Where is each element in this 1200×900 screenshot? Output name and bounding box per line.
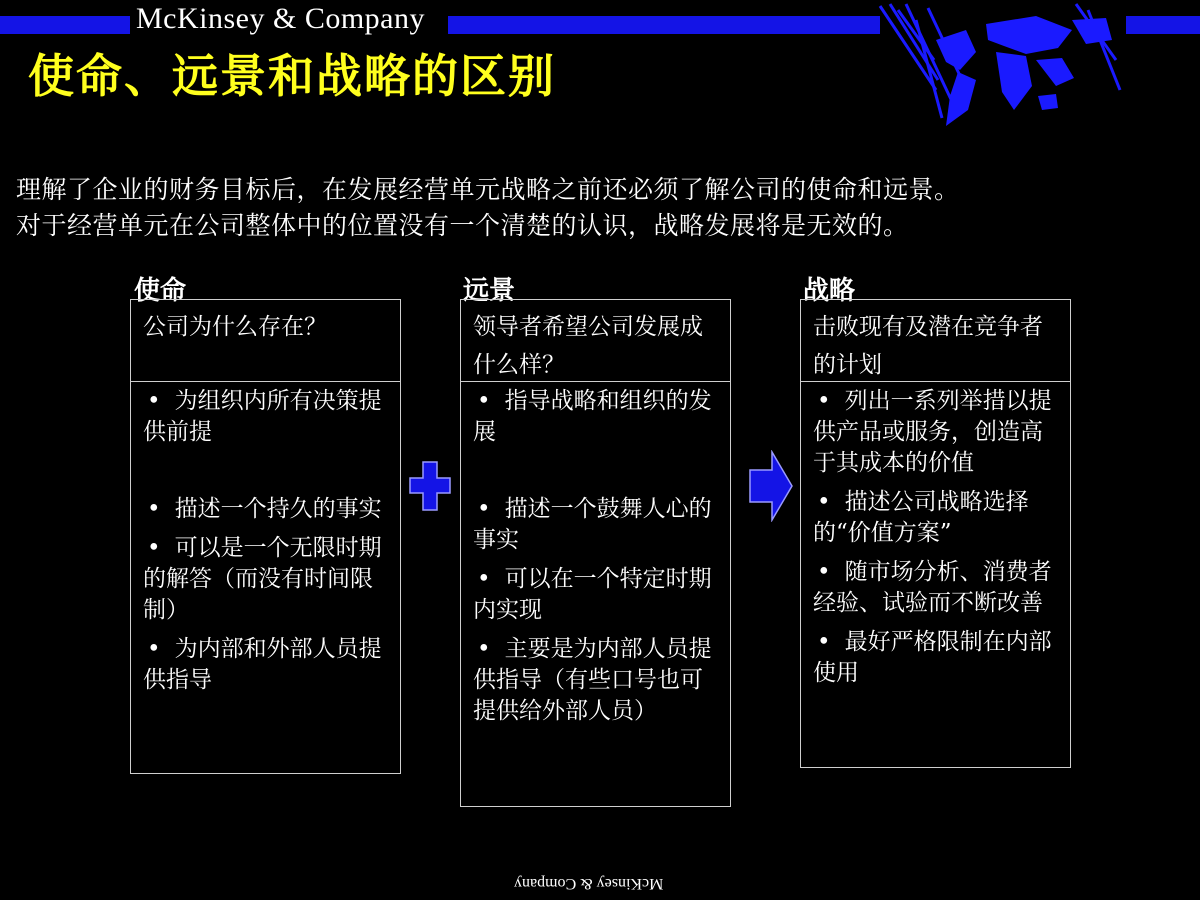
vision-heading: 远景 bbox=[463, 276, 516, 306]
arrow-right-icon bbox=[748, 450, 794, 522]
strategy-box bbox=[800, 299, 1071, 768]
strategy-bullet: • 随市场分析、消费者经验、试验而不断改善 bbox=[813, 557, 1058, 619]
mission-bullets bbox=[131, 382, 400, 696]
strategy-question: 击败现有及潜在竞争者的计划 bbox=[801, 300, 1070, 382]
intro-line-2: 对于经营单元在公司整体中的位置没有一个清楚的认识，战略发展将是无效的。 bbox=[16, 211, 909, 240]
mission-bullet: • 描述一个持久的事实 bbox=[143, 494, 388, 525]
mission-question: 公司为什么存在？ bbox=[131, 300, 400, 382]
intro-line-1: 理解了企业的财务目标后，在发展经营单元战略之前还必须了解公司的使命和远景。 bbox=[16, 175, 960, 204]
header-bar-left bbox=[0, 16, 130, 34]
mission-bullet: • 为内部和外部人员提供指导 bbox=[143, 634, 388, 696]
strategy-bullet: • 最好严格限制在内部使用 bbox=[813, 627, 1058, 689]
vision-bullet: • 可以在一个特定时期内实现 bbox=[473, 564, 718, 626]
mission-heading: 使命 bbox=[134, 276, 187, 306]
mission-bullet: • 可以是一个无限时期的解答（而没有时间限制） bbox=[143, 533, 388, 626]
strategy-bullets bbox=[801, 382, 1070, 689]
vision-box bbox=[460, 299, 731, 807]
footer-brand: McKinsey & Company bbox=[514, 875, 664, 892]
vision-bullet: • 描述一个鼓舞人心的事实 bbox=[473, 494, 718, 556]
vision-bullet: • 指导战略和组织的发展 bbox=[473, 386, 718, 448]
vision-bullet: • 主要是为内部人员提供指导（有些口号也可提供给外部人员） bbox=[473, 634, 718, 727]
header-bar-middle bbox=[448, 16, 880, 34]
strategy-bullet: • 描述公司战略选择的“价值方案” bbox=[813, 487, 1058, 549]
strategy-heading: 战略 bbox=[803, 276, 856, 306]
header-bar-right bbox=[1126, 16, 1200, 34]
vision-bullets bbox=[461, 382, 730, 727]
plus-icon bbox=[408, 460, 452, 512]
strategy-bullet: • 列出一系列举措以提供产品或服务，创造高于其成本的价值 bbox=[813, 386, 1058, 479]
vision-question: 领导者希望公司发展成什么样？ bbox=[461, 300, 730, 382]
brand-logo: McKinsey & Company bbox=[136, 2, 425, 35]
intro-text bbox=[16, 172, 1186, 244]
mission-box bbox=[130, 299, 401, 774]
world-map-icon bbox=[876, 0, 1126, 130]
page-title: 使命、远景和战略的区别 bbox=[28, 49, 556, 103]
mission-bullet: • 为组织内所有决策提供前提 bbox=[143, 386, 388, 448]
